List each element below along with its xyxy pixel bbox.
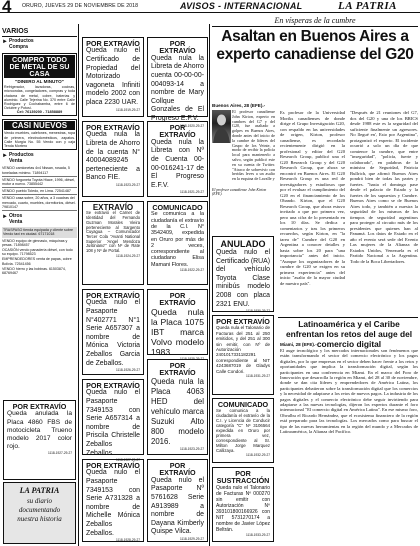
compro-phone: Cel: 76139200 - 71858889 bbox=[16, 110, 63, 115]
ad-reference: 1118-1928-29-27 bbox=[116, 538, 140, 543]
classified-ad bbox=[82, 289, 144, 375]
ad-reference: 1118-1919-29-27 bbox=[116, 107, 140, 112]
ad-reference: 1118-1931-29-27 bbox=[246, 374, 270, 379]
ad-body: Queda anulada la Placa 4860 FBS de motocicleta Trueno modelo 2017 color rojo. bbox=[7, 410, 72, 451]
ad-body: Queda nula la Libreta de Ahorro cuenta 00-00-00-004093-14 a nombre de Mary Collque Gonzales de El Progreso E.F.V. bbox=[151, 54, 204, 122]
compro-ad bbox=[2, 53, 77, 116]
ad-title: POR EXTRAVÍO bbox=[159, 291, 196, 308]
ad-body: Queda nulo el Pasaporte N°402771 N°1 Serie A657307 a nombre de Mónica Victoria Zeballos Garcia de Zeballos. bbox=[86, 299, 140, 367]
ad-body: Queda nula el Talonario de Facturas del 251 al 250 emitidos, y del 251 al 300 sin emitir, con Nº de Autorización 2401017331182291 correspondiente al NIT 4243687019 de Gladys Calle Condori. bbox=[216, 325, 270, 374]
varios-heading: VARIOS bbox=[2, 28, 77, 37]
otros-ad-4: EMPRENDEDORES venta de papas, cobre Bolivia. 72541456 bbox=[2, 257, 72, 266]
ad-body: Se comunica a la ciudadanía el extravío de la C.I. N° 3542409, expedida en Oruro por más de 2 veces, correspondiente al ciudadano Elisa Mamani Flores. bbox=[151, 211, 204, 268]
sub-article-dateline: Miami, 28 (EFE).- bbox=[280, 342, 317, 347]
ad-body: Se comunica a la ciudadanía el extravío de la C.I. y Licencia de Conducir categoría "C" Nº 3106564 expedida en Oruro por primera vez, correspondiente al Sr. Milton Jorge Marquez Callizaya. bbox=[216, 408, 270, 454]
ad-body: Queda nulo el Pasaporte 7349153 con Serie A657314 a nombre de Priscila Christelle Zeballos Zeballos. bbox=[86, 389, 140, 457]
ad-title: POR SUSTRACCIÓN bbox=[216, 469, 270, 486]
article-text-col-b: Es profesor de la Universidad Moriks canadienses de donde dirige el Grupo Investigación G20, con respaldo en las universidades de origen, Kirton, profesor canadiense, es recordado recientemente dirigió en la profesional y editor del G20 Research Group, publicó una el G20 Research Group y del G20 Research Group, que ahora se encontró en Buenos Aires. El G20 Research Group es una red de investigadores y estudiosos que por el evaluar el cumplimiento del G20 en el financiamiento de los Obando. Kirton, que el G20 Research Group, que ahora estuvo invitado a que por primera vez, pero una cifra de lo presentado en los 10 días. Se dedica a comentarios y tras los primeros recuerdos, según Kirton, en "la tarea de" Cumbre del G20 en Argentina a conocer detalles y hasta sobre los 20 para "una importancia" antes del inicio. "Aunque los organizadores de la cumbre de G20 se exigen en su primera experiencia" antes del inicio "asalto de la mayor ciudad de nuestro país". bbox=[280, 110, 345, 286]
ad-title: POR EXTRAVÍO bbox=[86, 39, 140, 48]
ad-reference: 1118-1922-29-27 bbox=[180, 268, 204, 273]
classified-ad bbox=[147, 289, 208, 361]
ad-reference: 1118-1923-29-27 bbox=[116, 182, 140, 187]
classified-ad-col1 bbox=[3, 400, 76, 480]
promo-box bbox=[3, 482, 76, 544]
ad-reference: 1118-1921-29-27 bbox=[180, 190, 204, 195]
ad-title: POR EXTRAVÍO bbox=[159, 461, 196, 478]
ad-body: Queda nulo el Pasaporte Nº 5761628 Serie A913989 a nombre de Dayana Kimberly Quispe Vilca. bbox=[151, 476, 204, 536]
category-productos-compra: Productos Compra bbox=[8, 38, 34, 50]
newspaper-brand: LA PATRIA bbox=[338, 0, 398, 12]
classified-ad bbox=[82, 201, 144, 285]
casi-nuevos-title: CASI NUEVOS bbox=[4, 121, 75, 130]
ad-title: POR EXTRAVÍO bbox=[12, 402, 67, 411]
section-title: AVISOS - INTERNACIONAL bbox=[180, 1, 303, 11]
ad-reference: 1118-1924-29-27 bbox=[116, 253, 140, 258]
compro-title: COMPRO TODO DE METAL DE SU CASA bbox=[4, 55, 75, 78]
ad-title: POR EXTRAVÍO bbox=[86, 291, 140, 300]
compro-text: Refrigerador, lavadoras, cocinas, microondas, congeladores, compras y toda chatarra de metal, cobre, baterías y aluminio. Calle Tejerina No. 370 entre Calle Rodríguez y Cochabamba, entre 6 de Octubre y Potosí. bbox=[4, 85, 75, 111]
classified-ad bbox=[212, 398, 274, 463]
category-otros-venta: Otros Venta bbox=[8, 213, 23, 225]
ad-title: POR EXTRAVÍO bbox=[86, 461, 140, 470]
article-kicker: En vísperas de la cumbre bbox=[274, 16, 356, 25]
venta-ad-4: VENDO casa sobre, 20 años, a 3 cuadras del mercado, cuarto, muebles, dormitorios, diésel. 79810147 bbox=[2, 196, 77, 211]
person-photo-icon bbox=[212, 110, 231, 143]
article-text-col-a: El profesor canadiense John Kirton, experto en cumbres del G7 y del G20, fue asaltado a golpes en Buenos Aires, donde antes del inicio de la cumbre de líderes del Grupo de los Veinte, a modo de recibir la policía local para mantenerlo a salvo, según publicó este en su cuenta de Twitter. "Atraco de sobrevivir con heridas leves a un asalto en la esquina de Lavalle y bbox=[232, 110, 275, 182]
ad-title: POR EXTRAVÍO bbox=[86, 381, 140, 390]
article-headline: Asaltan en Buenos Aires a experto canadiense del G20 bbox=[216, 28, 414, 63]
ad-title: COMUNICADO bbox=[152, 203, 203, 212]
article-photo bbox=[212, 110, 231, 143]
ad-body: Queda nula la Libreta con Nº de Cuenta 00-00-016241-17 de El Progreso E.F.V. bbox=[151, 138, 204, 189]
classified-ad bbox=[147, 459, 208, 542]
classified-ad bbox=[147, 37, 208, 128]
category-bullet-icon: ► bbox=[2, 153, 8, 160]
venta-ad-1: VENDO camionetas 4x4 Nissan, rosada, 5 toneladas mínimo. 71894117 bbox=[2, 166, 77, 176]
classified-ad bbox=[147, 121, 208, 197]
venta-ad-2: VENDO furgoneta Toyota Hiace, 1996, diésel, motor a nuevo. 73855442 bbox=[2, 178, 77, 188]
otros-ad-5: VENDO hierro y las bobinas. 61503874, 68769467 bbox=[2, 266, 66, 276]
venta-ad-3: VENDO pueblo Toledo, en Lima. 72541487 bbox=[2, 189, 77, 195]
ad-body: Se extravió el Carnet de Identidad del Fernando Guzman Morales Vieira perteneciente al Sargento Cuyagua – Comunicador Tercer Cola "Avanti National Superior 'Angel Mendoza Justiniano'" con Nº de Rate 108 y Nº de Portal. bbox=[86, 210, 140, 254]
compro-subtitle: "DINERO AL MINUTO" bbox=[15, 79, 64, 85]
ad-title: POR EXTRAVÍO bbox=[216, 317, 270, 326]
promo-brand: LA PATRIA bbox=[19, 486, 60, 495]
classified-ad bbox=[212, 467, 274, 542]
ad-body: Queda nula la Placa 1075 IBT marca Volvo modelo 1983. bbox=[151, 306, 204, 357]
ad-body: Queda nula la Libreta de Ahorro de la cuenta N° 40004089245 perteneciente a Banco FIE. bbox=[86, 131, 140, 182]
article-text-col-c: "Después de 21 reuniones del G7, dos del G20 y una de los BRICS desde 1988 este es la seguridad del suficiente finalmente un agresores. No llegué en', Esto por Argentina", protagonizó el experto. El incidente ocurrió a solo un día de que comience la cumbre, que entre "inseguridad", "policía, fuerte y colaborado", en palabras de la ministra de Seguridad, Patricia Bullrich, que afirmó Buenos Aires pondrá bien de todas las partes y fuertes. "hasta el domingo pase desde el palacio de Estado y la fuertes de los supuestos y Cumbre. Buenos Aires como se de Buenos Aires todo, y también a nuestra la seguridad de los mismos de los tiempos de seguridad argentinos para proteger al circuito más de los presidentes que quienes han al Panamá. Los datos de Estado en el año el evento será sede del Evento Las mujeres de la Alianza de Estados Unidos, Venezuela es el Partido Nacional a la Argentina. Todo de la Boca Libertadores. bbox=[350, 110, 418, 264]
ad-title: EXTRAVÍO bbox=[92, 203, 134, 212]
ad-reference: 1118-1929-29-27 bbox=[180, 536, 204, 541]
ad-reference: 1118-1930-29-27 bbox=[246, 309, 270, 314]
ad-title: POR EXTRAVÍO bbox=[86, 123, 140, 132]
classified-ad bbox=[82, 37, 144, 117]
classified-ad bbox=[212, 315, 274, 395]
ad-reference: 1118-1932-29-27 bbox=[246, 453, 270, 458]
ad-reference: 1118-1923-29-27 bbox=[180, 446, 204, 451]
promo-text: su diario documentando nuestra historia bbox=[17, 497, 62, 523]
ad-title: POR EXTRAVÍO bbox=[159, 123, 196, 140]
otros-ad-2: VENDO equipo de gimnasio, máquinas y pesas. 71898457 bbox=[2, 238, 68, 247]
header-date: ORURO, JUEVES 29 DE NOVIEMBRE DE 2018 bbox=[22, 3, 139, 9]
classified-ad bbox=[82, 379, 144, 463]
ad-reference: 1118-1926-29-27 bbox=[116, 368, 140, 373]
sub-article-headline: Latinoamérica y el Caribe enfrentan los retos del auge del comercio digital bbox=[285, 319, 413, 349]
ad-reference: 1118-1920-29-27 bbox=[180, 123, 204, 128]
ad-body: Queda nula la Placa 4063 HED del vehículo marca Suzuki Alto 800 modelo 2016. bbox=[151, 376, 204, 446]
ad-title: POR EXTRAVÍO bbox=[159, 361, 196, 378]
ad-reference: 1118-1927-29-27 bbox=[116, 458, 140, 463]
classified-ad bbox=[147, 201, 208, 285]
otros-ad-3: OCASIÓN vendo panadería diésel, con todo su equipo. 71798523 bbox=[2, 248, 73, 257]
photo-caption: El profesor canadiense John Kirton (EFE). bbox=[212, 188, 267, 196]
ad-reference: 1118-1927-29-27 bbox=[48, 451, 72, 456]
ad-reference: 1118-1925-29-27 bbox=[180, 356, 204, 361]
ad-body: Queda nulo el Pasaporte 7349153 con Serie A731328 a nombre de Michelle Mónica Zeballos Zeballos. bbox=[86, 469, 140, 537]
casi-nuevos-text: Vendo muebles, calefones, menestras, ropa de primera, electrodomésticos, zapatos. Calle Murgía No. 55 Vendo con y caja Tenda Mortero bbox=[4, 131, 75, 149]
classified-ad bbox=[82, 121, 144, 197]
ad-body: Queda nulo el Certificado (RUA) del vehículo Toyota Clase minibús modelo 2008 con placa 2321 ENU. bbox=[216, 249, 270, 308]
page-header bbox=[0, 0, 420, 16]
category-productos-venta: Productos Venta bbox=[8, 152, 34, 164]
page-number: 4 bbox=[2, 0, 12, 16]
ad-reference: 1118-1933-29-27 bbox=[246, 532, 270, 537]
casi-nuevos-ad bbox=[2, 119, 77, 150]
category-bullet-icon: ► bbox=[2, 39, 8, 45]
ad-title: POR EXTRAVÍO bbox=[159, 39, 196, 56]
sub-article-body: El auge tecnológico y los mercados internacionales son fenómenos que están transformando el sector del comercio electrónico y los pagos digitales, por lo que empresas en el sector deben hacer frente a los retos y oportunidades que implica la transformación digital, según los participantes en una conferencia en Miami. En el marco del Foro de Innovación que desarrolla la región en Miami, del 28 al 30 de noviembre, donde se dan cita líderes y emprendedores de América Latina, los participantes debatieron sobre la transformación digital que los comercios y la necesidad de adaptarse a los retos de nuevos pagos. La industria de los pagos digitales y el comercio electrónico debe seguir invirtiendo para adaptarse a las nuevas tecnologías, dijeron los expertos durante el foro internacional "El comercio digital en América Latina". En ese mismo foro, Ohvalbu el Ricardo Hernández, que el ecosistema financiero de la región está preparado para las tecnologías. Los mercados como para buscar el tipo de las nuevas herramientas en la región del mundo y a Mercados de Latinoamérica, la Alianza del Pacífico. bbox=[280, 348, 418, 435]
classified-ad bbox=[212, 236, 274, 312]
ad-title: COMUNICADO bbox=[217, 400, 269, 409]
ad-body: Queda nulo el Talonario de Facturas Nº 000270 sin emitir con Autorización Nº 393101800166926 con NIT 5731270174 a nombre de Javier López Beltrán. bbox=[216, 484, 270, 533]
article-dateline: Buenos Aires, 28 (EFE).- bbox=[212, 103, 266, 108]
classified-ad bbox=[82, 459, 144, 542]
category-bullet-icon: ► bbox=[2, 214, 8, 221]
ad-body: Queda nulo el Certificado de Propiedad del Motorizado vagoneta Infiniti modelo 2002 con placa 2230 UAR. bbox=[86, 47, 140, 106]
ad-title: ANULADO bbox=[220, 239, 266, 249]
otros-ad-1: TRASPASO tienda equipada y cliente sobre Vendo taxi en ciudad. 67171018 bbox=[2, 227, 77, 237]
